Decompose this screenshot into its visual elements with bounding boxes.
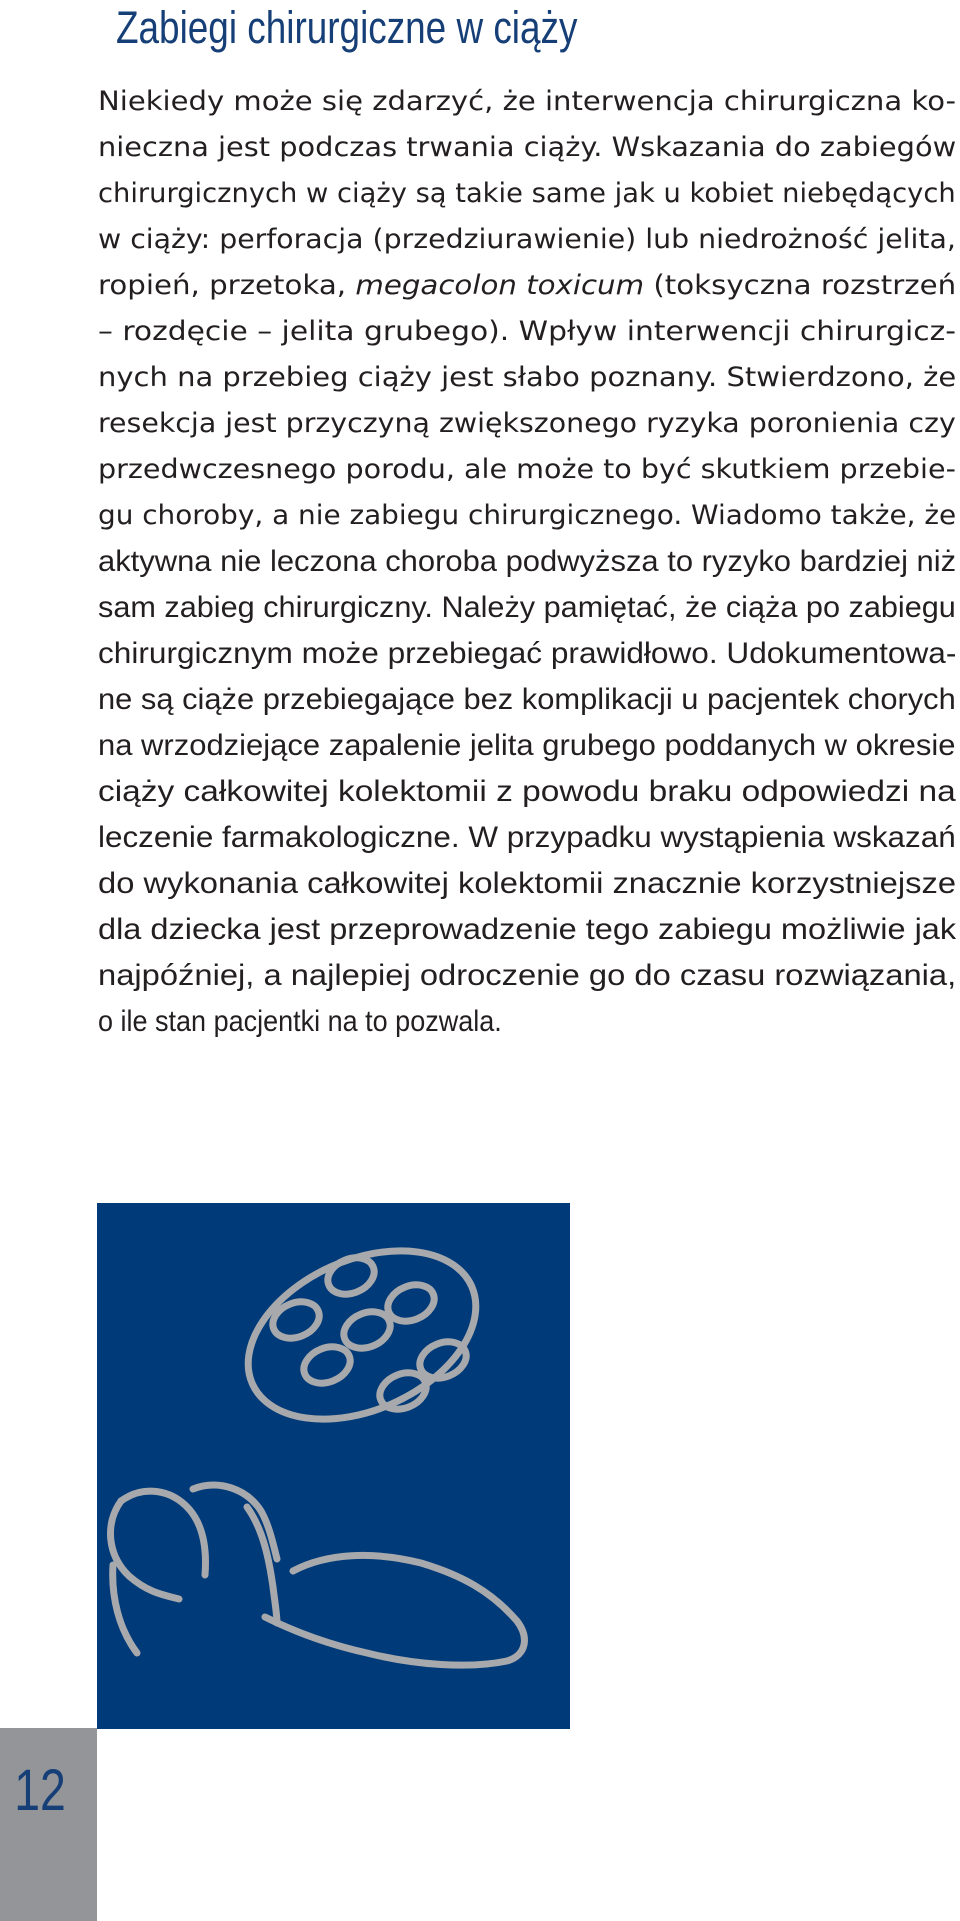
text-line: gu choroby, a nie zabiegu chirurgicznego. Wiadomo także, że <box>98 500 956 531</box>
text-line: chirurgicznym może przebiegać prawidłowo. Udokumentowa- <box>98 637 956 670</box>
page-number-tab <box>0 1728 97 1921</box>
text-line: do wykonania całkowitej kolektomii znacznie korzystniejsze <box>98 867 956 900</box>
text-line: resekcja jest przyczyną zwiększonego ryzyka poronienia czy <box>98 408 956 439</box>
text-line: w ciąży: perforacja (przedziurawienie) lub niedrożność jelita, <box>98 224 956 255</box>
text-line: ciąży całkowitej kolektomii z powodu braku odpowiedzi na <box>98 775 956 808</box>
text-line: Niekiedy może się zdarzyć, że interwencja chirurgiczna ko- <box>98 86 956 117</box>
reclining-patient-icon <box>111 1485 525 1665</box>
illustration-svg <box>97 1203 570 1729</box>
text-line: aktywna nie leczona choroba podwyższa to ryzyko bardziej niż <box>98 545 956 578</box>
text-line: najpóźniej, a najlepiej odroczenie go do czasu rozwiązania, <box>98 959 956 992</box>
text-line: ne są ciąże przebiegające bez komplikacji u pacjentek chorych <box>98 683 956 716</box>
italic-term: megacolon toxicum <box>355 270 645 301</box>
page-number: 12 <box>14 1758 66 1823</box>
text-line: leczenie farmakologiczne. W przypadku wystąpienia wskazań <box>98 821 956 854</box>
text-line: na wrzodziejące zapalenie jelita grubego poddanych w okresie <box>98 729 956 762</box>
text-line: ropień, przetoka, megacolon toxicum (toksyczna rozstrzeń <box>98 270 956 301</box>
text-line: nych na przebieg ciąży jest słabo poznany. Stwierdzono, że <box>98 362 956 393</box>
text-line: o ile stan pacjentki na to pozwala. <box>98 1005 502 1038</box>
surgical-lamp-icon <box>222 1218 502 1453</box>
text-line: nieczna jest podczas trwania ciąży. Wskazania do zabiegów <box>98 132 956 163</box>
text-line: sam zabieg chirurgiczny. Należy pamiętać, że ciąża po zabiegu <box>98 591 956 624</box>
text-line: przedwczesnego porodu, ale może to być skutkiem przebie- <box>98 454 956 485</box>
text-line: chirurgicznych w ciąży są takie same jak u kobiet niebędących <box>98 178 956 209</box>
page-title: Zabiegi chirurgiczne w ciąży <box>116 2 578 53</box>
text-line: dla dziecka jest przeprowadzenie tego zabiegu możliwie jak <box>98 913 956 946</box>
text-line: – rozdęcie – jelita grubego). Wpływ interwencji chirurgicz- <box>98 316 956 347</box>
surgery-illustration <box>97 1203 570 1729</box>
